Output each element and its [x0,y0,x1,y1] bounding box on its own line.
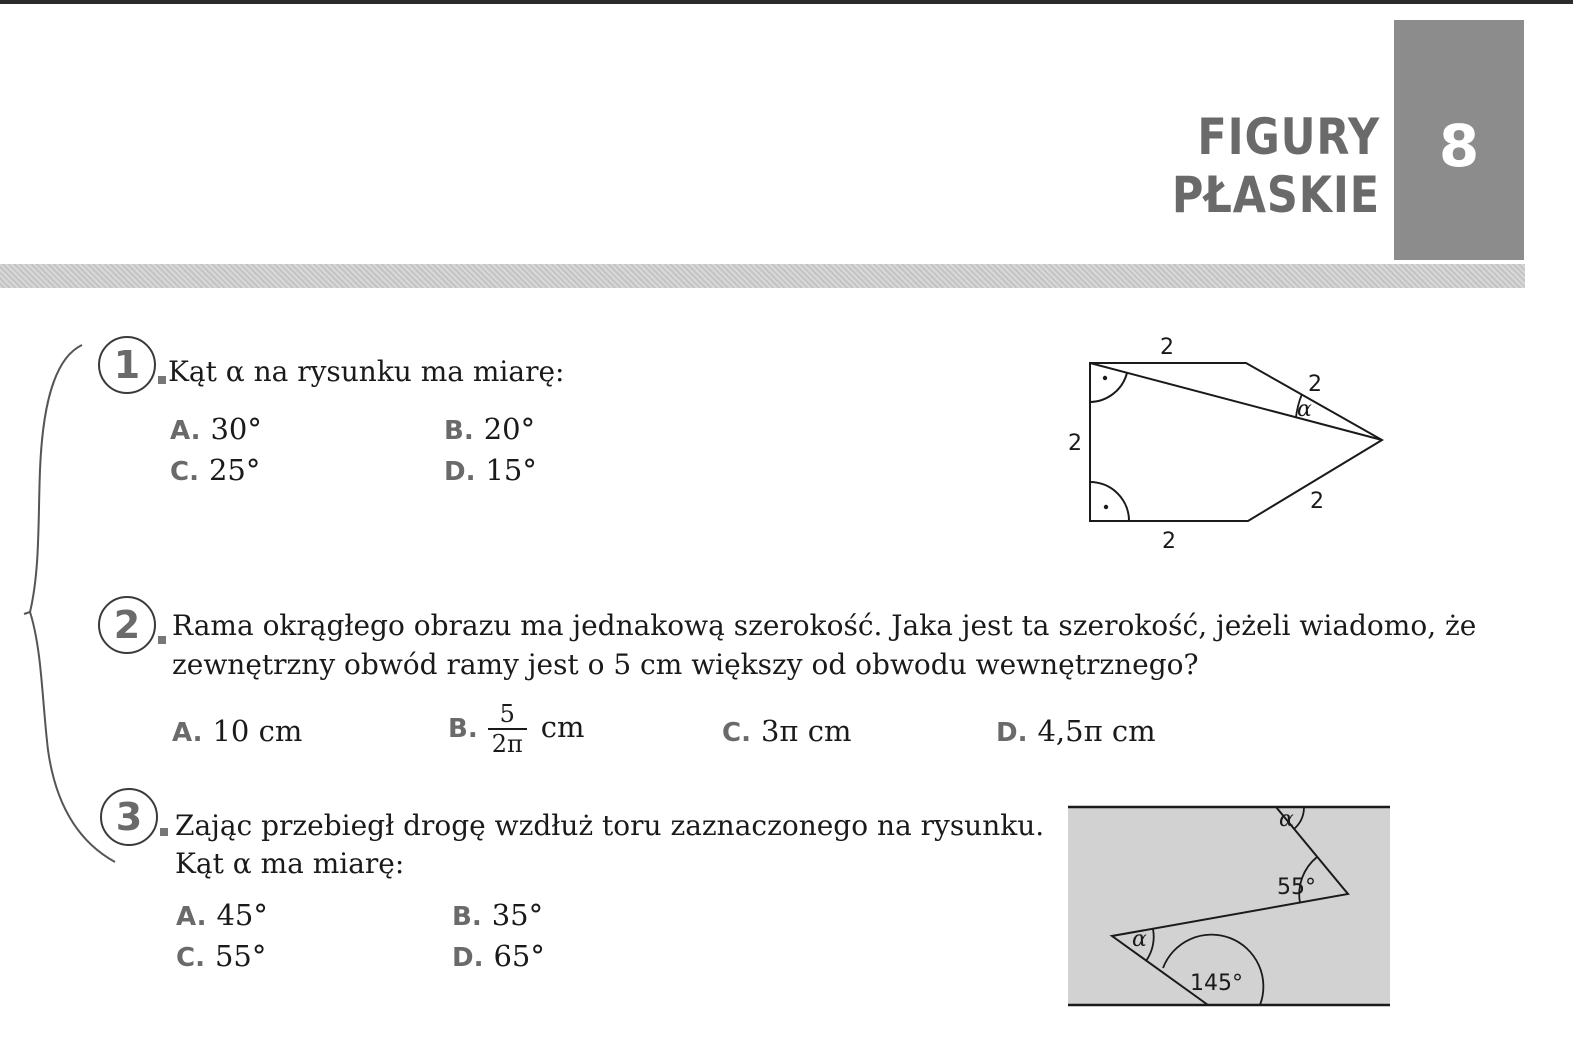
right-angle-dot-bottom [1104,505,1108,509]
question-1-text: Kąt α na rysunku ma miarę: [168,355,565,388]
option-value: 4,5π cm [1037,714,1156,748]
question-3-option-a[interactable] [176,898,268,932]
handwritten-brace [0,0,140,880]
question-2-option-d[interactable] [996,714,1156,748]
fraction-denominator: 2π [491,730,523,758]
side-label-upper-right: 2 [1308,372,1322,397]
option-value: 65° [493,939,545,973]
question-1-option-a[interactable] [170,412,262,446]
side-label-top: 2 [1160,335,1174,360]
question-1-number: 1 [98,336,156,394]
pentagon-shape [1090,363,1382,521]
question-2-option-a[interactable] [172,714,302,748]
option-label: A. [170,416,201,446]
question-3-option-d[interactable] [452,939,545,973]
option-value: 15° [485,453,537,487]
question-2-option-b[interactable] [448,700,585,758]
question-1-option-d[interactable] [444,453,537,487]
option-value: 25° [208,453,261,487]
option-label: C. [722,718,751,748]
chapter-title: FIGURY PŁASKIE [1171,108,1380,224]
option-value: 30° [210,412,262,446]
option-label: B. [444,416,474,446]
fraction [488,700,527,758]
option-label: D. [452,943,484,973]
question-1-option-b[interactable] [444,412,535,446]
side-label-lower-right: 2 [1310,489,1324,514]
angle-label-left: α [1132,927,1147,952]
question-3-text-line-2: Kąt α ma miarę: [175,847,405,880]
question-1-option-c[interactable] [170,453,260,487]
angle-label-middle: 55° [1277,875,1316,900]
question-3-figure [1066,804,1396,1010]
top-rule [0,0,1573,4]
option-value: 55° [214,939,267,973]
right-angle-arc-top [1090,373,1127,402]
diagonal-line [1090,363,1382,440]
option-label: B. [448,714,478,744]
option-value: 20° [483,412,536,446]
option-value: 3π cm [760,714,852,748]
question-1-figure [1050,330,1410,560]
question-3-number: 3 [100,788,158,846]
option-unit: cm [540,710,585,744]
header-band [0,264,1525,288]
option-label: C. [176,943,205,973]
angle-label-top: α [1279,807,1294,832]
alpha-label: α [1297,397,1312,422]
option-value: 35° [491,898,544,932]
fraction-numerator: 5 [488,700,527,730]
option-label: A. [172,718,203,748]
option-label: D. [444,457,476,487]
angle-label-bottom: 145° [1190,971,1243,996]
right-angle-dot-top [1103,376,1107,380]
right-angle-arc-bottom [1090,482,1129,521]
side-label-left: 2 [1068,431,1082,456]
option-label: C. [170,457,199,487]
question-2-option-c[interactable] [722,714,851,748]
option-value: 45° [216,898,268,932]
question-2-number: 2 [98,596,156,654]
option-label: A. [176,902,207,932]
chapter-number: 8 [1438,112,1480,180]
option-label: D. [996,718,1028,748]
chapter-number-box [1394,20,1524,260]
question-3-option-b[interactable] [452,898,543,932]
question-3-text-line-1: Zając przebiegł drogę wzdłuż toru zaznaczonego na rysunku. [175,809,1045,842]
side-label-bottom: 2 [1162,529,1176,554]
option-value: 10 cm [212,714,303,748]
question-3-option-c[interactable] [176,939,266,973]
question-2-text-line-2: zewnętrzny obwód ramy jest o 5 cm większy od obwodu wewnętrznego? [172,648,1199,681]
option-label: B. [452,902,482,932]
question-2-text-line-1: Rama okrągłego obrazu ma jednakową szerokość. Jaka jest ta szerokość, jeżeli wiadomo, że [172,609,1477,642]
